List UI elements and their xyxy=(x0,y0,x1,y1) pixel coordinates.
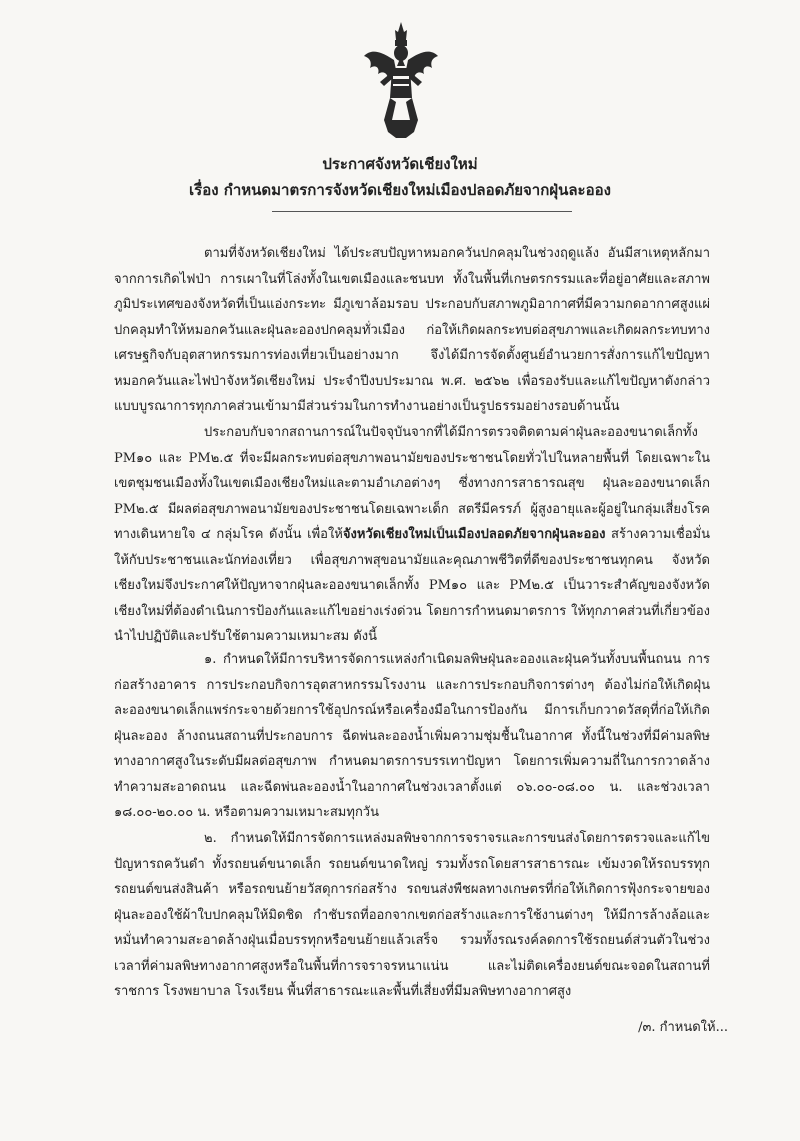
measure-1: ๑. กำหนดให้มีการบริหารจัดการแหล่งกำเนิดมลพิษฝุ่นละอองและฝุ่นควันทั้งบนพื้นถนน การก่อสร้างอาคาร การประกอบกิจการอุตสาหกรรมโรงงาน และการประกอบกิจการต่างๆ ต้องไม่ก่อให้เกิดฝุ่นละอองขนาดเล็กแพร่กระจายด้วยการใช้อุปกรณ์หรือเครื่องมือในการป้องกัน มีการเก็บกวาดวัสดุที่ก่อให้เกิดฝุ่นละออง ล้างถนนสถานที่ประกอบการ ฉีดพ่นละอองน้ำเพิ่มความชุ่มชื้นในอากาศ ทั้งนี้ในช่วงที่มีค่ามลพิษทางอากาศสูงในระดับมีผลต่อสุขภาพ กำหนดมาตรการบรรเทาปัญหา โดยการเพิ่มความถี่ในการกวาดล้างทำความสะอาดถนน และฉีดพ่นละอองน้ำในอากาศในช่วงเวลาตั้งแต่ ๐๖.๐๐-๐๘.๐๐ น. และช่วงเวลา ๑๘.๐๐-๒๐.๐๐ น. หรือตามความเหมาะสมทุกวัน xyxy=(114,652,710,820)
paragraph-background: ตามที่จังหวัดเชียงใหม่ ได้ประสบปัญหาหมอกควันปกคลุมในช่วงฤดูแล้ง อันมีสาเหตุหลักมาจากการเกิดไฟป่า การเผาในที่โล่งทั้งในเขตเมืองและชนบท ทั้งในพื้นที่เกษตรกรรมและที่อยู่อาศัยและสภาพภูมิประเทศของจังหวัดที่เป็นแอ่งกระทะ มีภูเขาล้อมรอบ ประกอบกับสภาพภูมิอากาศที่มีความกดอากาศสูงแผ่ปกคลุมทำให้หมอกควันและฝุ่นละอองปกคลุมทั่วเมือง ก่อให้เกิดผลกระทบต่อสุขภาพและเกิดผลกระทบทางเศรษฐกิจกับอุตสาหกรรมการท่องเที่ยวเป็นอย่างมาก จึงได้มีการจัดตั้งศูนย์อำนวยการสั่งการแก้ไขปัญหาหมอกควันและไฟป่าจังหวัดเชียงใหม่ ประจำปีงบประมาณ พ.ศ. ๒๕๖๒ เพื่อรองรับและแก้ไขปัญหาดังกล่าวแบบบูรณาการทุกภาคส่วนเข้ามามีส่วนร่วมในการทำงานอย่างเป็นรูปธรรมอย่างรอบด้านนั้น xyxy=(114,246,710,414)
measure-2: ๒. กำหนดให้มีการจัดการแหล่งมลพิษจากการจราจรและการขนส่งโดยการตรวจและแก้ไขปัญหารถควันดำ ทั้งรถยนต์ขนาดเล็ก รถยนต์ขนาดใหญ่ รวมทั้งรถโดยสารสาธารณะ เข้มงวดให้รถบรรทุกรถยนต์ขนส่งสินค้า หรือรถขนย้ายวัสดุการก่อสร้าง รถขนส่งพืชผลทางเกษตรที่ก่อให้เกิดการฟุ้งกระจายของฝุ่นละอองใช้ผ้าใบปกคลุมให้มิดชิด กำชับรถที่ออกจากเขตก่อสร้างและการใช้งานต่างๆ ให้มีการล้างล้อและหมั่นทำความสะอาดล้างฝุ่นเมื่อบรรทุกหรือขนย้ายแล้วเสร็จ รวมทั้งรณรงค์ลดการใช้รถยนต์ส่วนตัวในช่วงเวลาที่ค่ามลพิษทางอากาศสูงหรือในพื้นที่การจราจรหนาแน่น และไม่ติดเครื่องยนต์ขณะจอดในสถานที่ราชการ โรงพยาบาล โรงเรียน พื้นที่สาธารณะและพื้นที่เสี่ยงที่มีมลพิษทางอากาศสูง xyxy=(114,831,710,999)
garuda-emblem-icon xyxy=(362,20,440,140)
continuation-note: /๓. กำหนดให้... xyxy=(638,1020,728,1035)
paragraph-situation-text-end: สร้างความเชื่อมั่นให้กับประชาชนและนักท่องเที่ยว เพื่อสุขภาพสุขอนามัยและคุณภาพชีวิตที่ดีของประชาชนทุกคน จังหวัดเชียงใหม่จึงประกาศให้ปัญหาจากฝุ่นละอองขนาดเล็กทั้ง PM๑๐ และ PM๒.๕ เป็นวาระสำคัญของจังหวัดเชียงใหม่ที่ต้องดำเนินการป้องกันและแก้ไขอย่างเร่งด่วน โดยการกำหนดมาตรการ ให้ทุกภาคส่วนที่เกี่ยวข้องนำไปปฏิบัติและปรับใช้ตามความเหมาะสม ดังนี้ xyxy=(114,527,710,644)
document-title: ประกาศจังหวัดเชียงใหม่ xyxy=(322,155,478,173)
document-subject: เรื่อง กำหนดมาตรการจังหวัดเชียงใหม่เมืองปลอดภัยจากฝุ่นละออง xyxy=(189,181,611,199)
paragraph-situation xyxy=(114,420,710,650)
paragraph-situation-text-start: ประกอบกับจากสถานการณ์ในปัจจุบันจากที่ได้มีการตรวจติดตามค่าฝุ่นละอองขนาดเล็กทั้ง PM๑๐ และ PM๒.๕ ที่จะมีผลกระทบต่อสุขภาพอนามัยของประชาชนโดยทั่วไปในหลายพื้นที่ โดยเฉพาะในเขตชุมชนเมืองทั้งในเขตเมืองเชียงใหม่และตามอำเภอต่างๆ ซึ่งทางการสาธารณสุข ฝุ่นละอองขนาดเล็ก PM๒.๕ มีผลต่อสุขภาพอนามัยของประชาชนโดยเฉพาะเด็ก สตรีมีครรภ์ ผู้สูงอายุและผู้อยู่ในกลุ่มเสี่ยงโรคทางเดินหายใจ ๔ กลุ่มโรค ดังนั้น เพื่อให้ xyxy=(114,425,710,542)
title-divider xyxy=(272,211,572,212)
paragraph-situation-bold-goal: จังหวัดเชียงใหม่เป็นเมืองปลอดภัยจากฝุ่นละออง xyxy=(342,527,606,542)
